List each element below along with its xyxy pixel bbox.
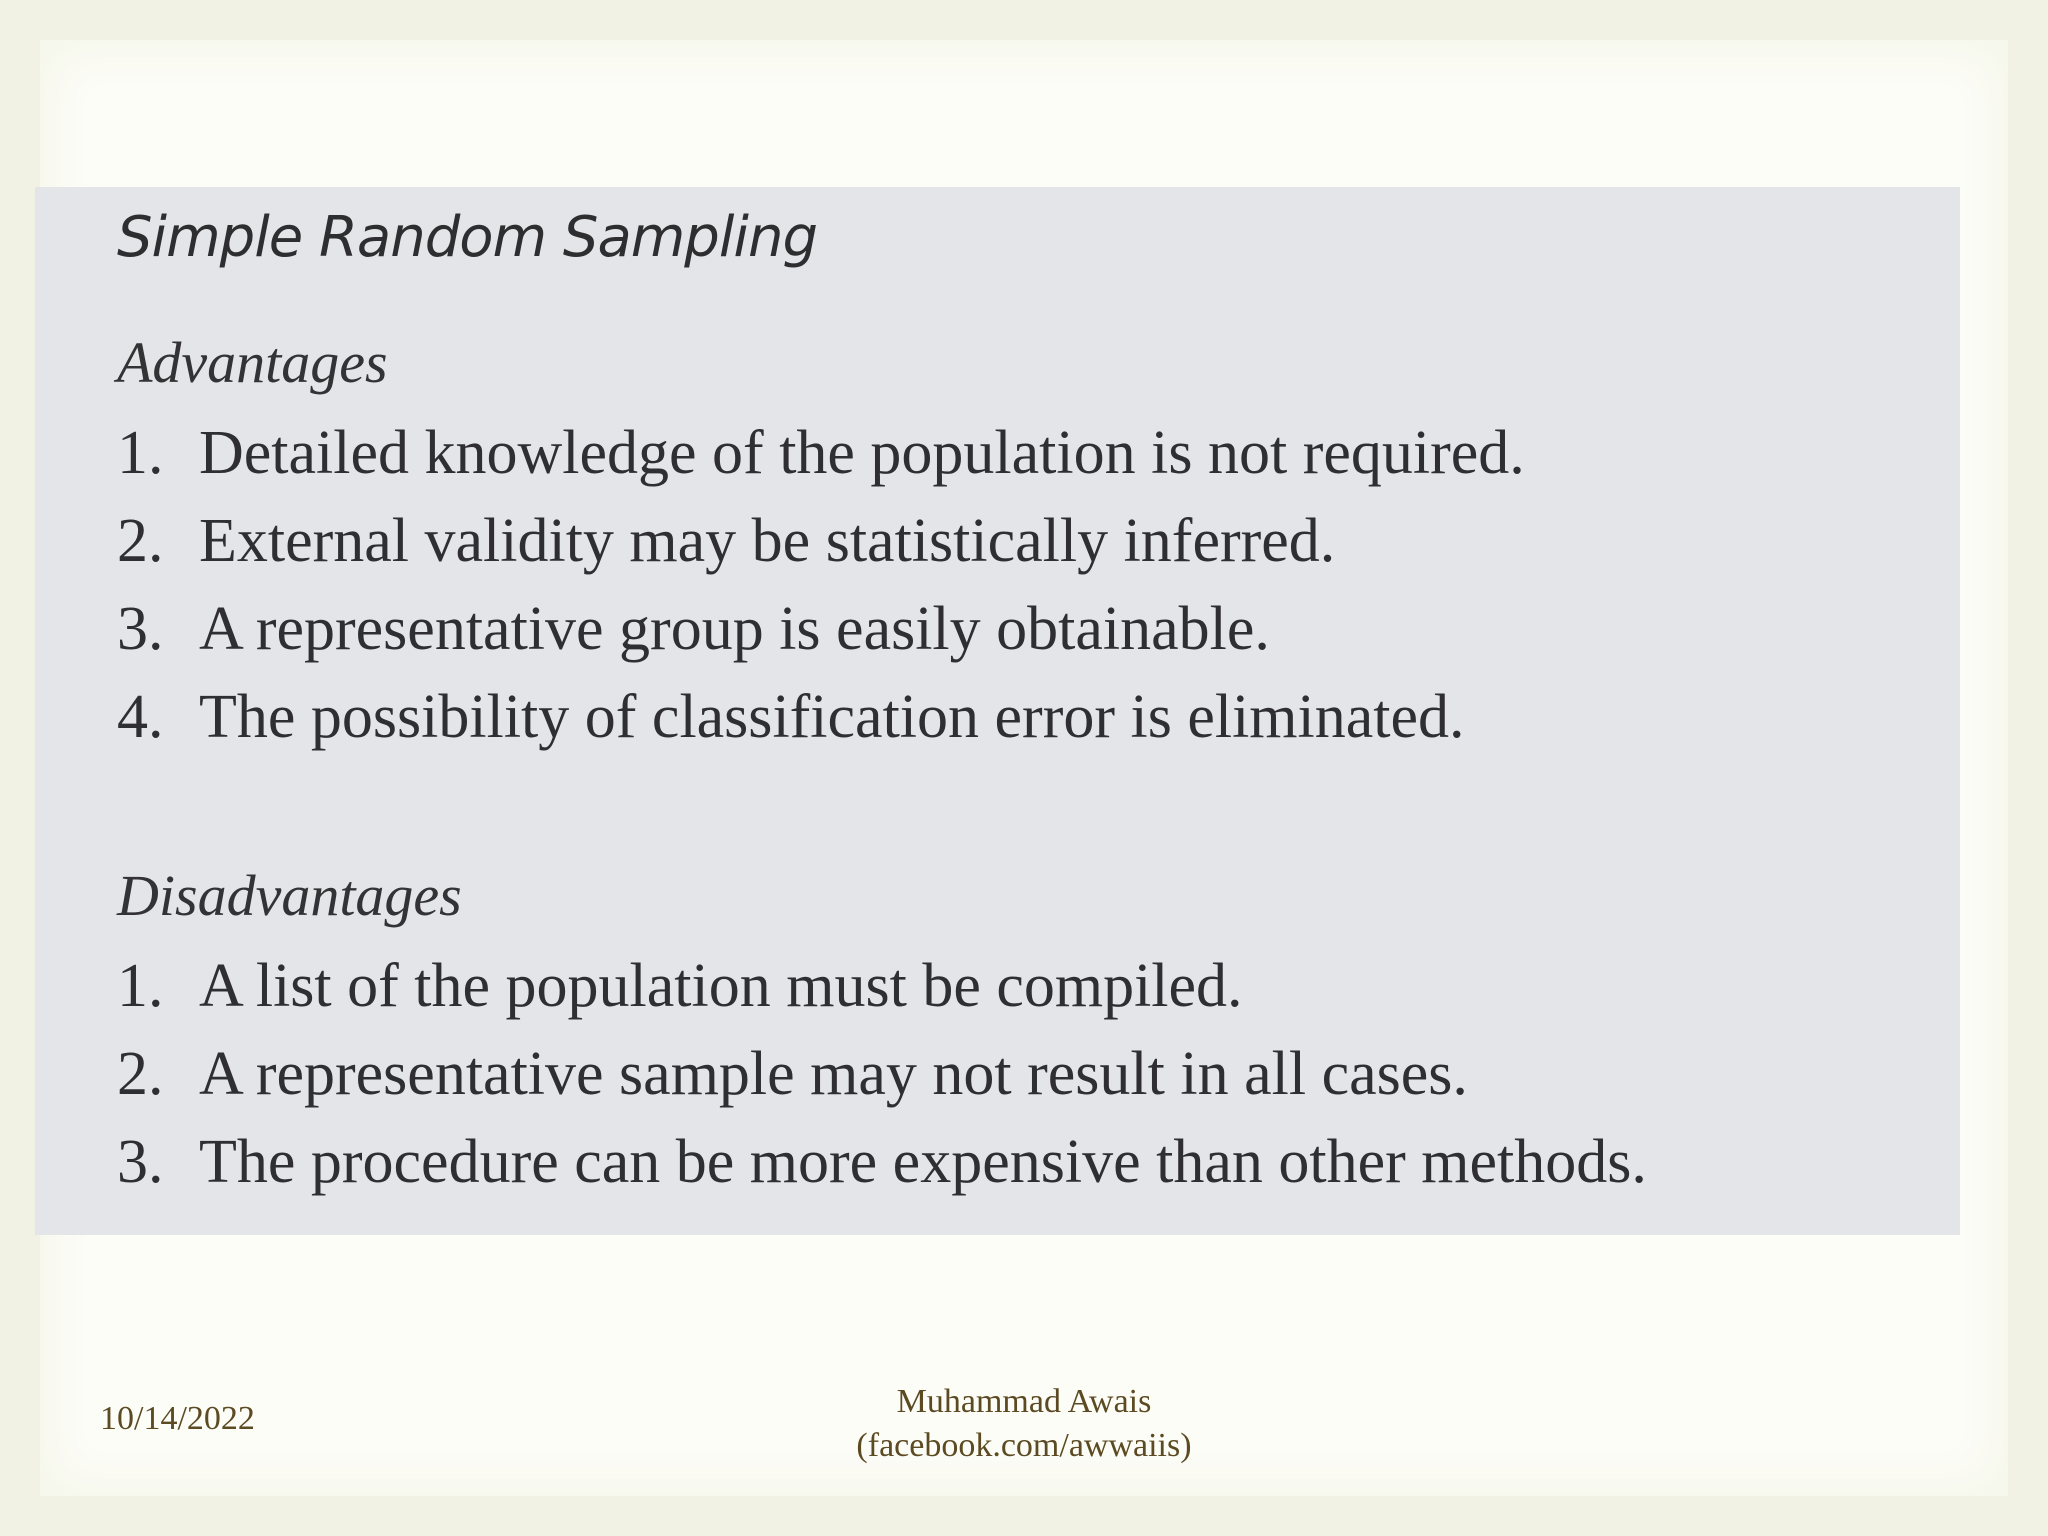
advantages-list	[117, 409, 1525, 761]
disadvantages-list	[117, 942, 1647, 1206]
author-link: (facebook.com/awwaiis)	[856, 1427, 1192, 1464]
list-item	[117, 497, 1525, 585]
list-item-number: 2.	[117, 507, 164, 575]
list-item-number: 3.	[117, 1128, 164, 1196]
list-item-text: The possibility of classification error is eliminated.	[199, 683, 1465, 751]
author-name: Muhammad Awais	[896, 1383, 1152, 1420]
content-heading: Simple Random Sampling	[117, 205, 818, 270]
list-item	[117, 1030, 1647, 1118]
list-item-number: 1.	[117, 419, 164, 487]
list-item	[117, 1118, 1647, 1206]
list-item-number: 4.	[117, 683, 164, 751]
list-item-number: 3.	[117, 595, 164, 663]
list-item-number: 1.	[117, 952, 164, 1020]
list-item	[117, 409, 1525, 497]
footer-author	[724, 1380, 1324, 1468]
content-image	[35, 187, 1960, 1235]
list-item	[117, 585, 1525, 673]
list-item-text: Detailed knowledge of the population is not required.	[199, 419, 1525, 487]
list-item-text: A representative sample may not result in all cases.	[199, 1040, 1468, 1108]
advantages-title: Advantages	[117, 330, 388, 395]
list-item-number: 2.	[117, 1040, 164, 1108]
list-item-text: The procedure can be more expensive than other methods.	[199, 1128, 1647, 1196]
list-item	[117, 673, 1525, 761]
footer-date: 10/14/2022	[100, 1400, 255, 1437]
list-item	[117, 942, 1647, 1030]
list-item-text: External validity may be statistically inferred.	[199, 507, 1336, 575]
disadvantages-title: Disadvantages	[117, 863, 462, 928]
list-item-text: A list of the population must be compiled.	[199, 952, 1243, 1020]
list-item-text: A representative group is easily obtainable.	[199, 595, 1270, 663]
